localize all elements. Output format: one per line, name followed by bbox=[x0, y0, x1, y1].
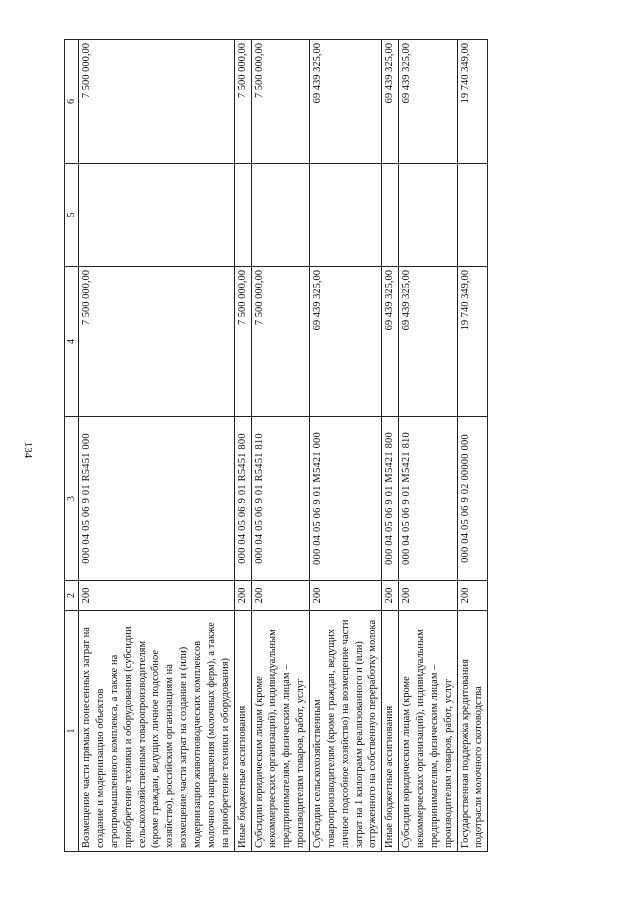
column-header: 5 bbox=[65, 164, 79, 267]
row-amount-col5 bbox=[457, 164, 488, 267]
row-amount-col5 bbox=[309, 164, 381, 267]
row-classification-code: 000 04 05 06 9 01 R5451 000 bbox=[79, 417, 234, 581]
column-header: 2 bbox=[65, 581, 79, 611]
row-classification-code: 000 04 05 06 9 01 R5451 800 bbox=[234, 417, 251, 581]
budget-table bbox=[64, 39, 488, 852]
row-amount-col5 bbox=[251, 164, 309, 267]
row-amount-col5 bbox=[79, 164, 234, 267]
row-amount-col4: 7 500 000,00 bbox=[234, 267, 251, 417]
row-amount-col6: 7 500 000,00 bbox=[79, 40, 234, 164]
row-admin-code: 200 bbox=[234, 581, 251, 611]
row-amount-col4: 7 500 000,00 bbox=[251, 267, 309, 417]
row-admin-code: 200 bbox=[399, 581, 457, 611]
row-amount-col6: 69 439 325,00 bbox=[399, 40, 457, 164]
row-amount-col5 bbox=[399, 164, 457, 267]
row-admin-code: 200 bbox=[251, 581, 309, 611]
row-classification-code: 000 04 05 06 9 01 M5421 810 bbox=[399, 417, 457, 581]
row-amount-col4: 69 439 325,00 bbox=[309, 267, 381, 417]
table-row bbox=[382, 40, 399, 852]
row-amount-col6: 7 500 000,00 bbox=[251, 40, 309, 164]
row-name: Возмещение части прямых понесенных затрат на создание и модернизацию объектов агропромышленного комплекса, а также на приобретение техники и оборудования (субсидии сельскохозяйственным товаропроизводителям (кроме граждан, ведущих личное подсобное хозяйство), российским организациям на возмещение части затрат на создание и (или) модернизацию животноводческих комплексов молочного направления (молочных ферм), а также на приобретение техники и оборудования) bbox=[79, 611, 234, 852]
column-header: 3 bbox=[65, 417, 79, 581]
row-amount-col4: 7 500 000,00 bbox=[79, 267, 234, 417]
page-number: 134 bbox=[22, 441, 34, 459]
row-amount-col4: 19 740 349,00 bbox=[457, 267, 488, 417]
row-admin-code: 200 bbox=[457, 581, 488, 611]
column-header: 1 bbox=[65, 611, 79, 852]
row-classification-code: 000 04 05 06 9 01 R5451 810 bbox=[251, 417, 309, 581]
row-name: Иные бюджетные ассигнования bbox=[234, 611, 251, 852]
column-header: 4 bbox=[65, 267, 79, 417]
row-name: Субсидии юридическим лицам (кроме некоммерческих организаций), индивидуальным предпринимателям, физическим лицам – производителям товаров, работ, услуг bbox=[399, 611, 457, 852]
row-name: Иные бюджетные ассигнования bbox=[382, 611, 399, 852]
row-classification-code: 000 04 05 06 9 01 M5421 000 bbox=[309, 417, 381, 581]
table-row bbox=[234, 40, 251, 852]
row-amount-col5 bbox=[382, 164, 399, 267]
row-admin-code: 200 bbox=[79, 581, 234, 611]
table-row bbox=[399, 40, 457, 852]
table-row bbox=[251, 40, 309, 852]
row-amount-col6: 7 500 000,00 bbox=[234, 40, 251, 164]
row-name: Государственная поддержка кредитования подотрасли молочного скотоводства bbox=[457, 611, 488, 852]
row-name: Субсидии юридическим лицам (кроме некоммерческих организаций), индивидуальным предпринимателям, физическим лицам – производителям товаров, работ, услуг bbox=[251, 611, 309, 852]
table-header-row bbox=[65, 40, 79, 852]
table-row bbox=[309, 40, 381, 852]
table-row bbox=[457, 40, 488, 852]
row-admin-code: 200 bbox=[309, 581, 381, 611]
row-classification-code: 000 04 05 06 9 02 00000 000 bbox=[457, 417, 488, 581]
row-amount-col5 bbox=[234, 164, 251, 267]
row-name: Субсидии сельскохозяйственным товаропроизводителям (кроме граждан, ведущих личное подсобное хозяйство) на возмещение части затрат на 1 килограмм реализованного и (или) отгруженного на собственную переработку молока bbox=[309, 611, 381, 852]
row-amount-col6: 69 439 325,00 bbox=[382, 40, 399, 164]
rotated-page-content bbox=[64, 40, 494, 852]
row-amount-col6: 69 439 325,00 bbox=[309, 40, 381, 164]
row-amount-col6: 19 740 349,00 bbox=[457, 40, 488, 164]
row-admin-code: 200 bbox=[382, 581, 399, 611]
column-header: 6 bbox=[65, 40, 79, 164]
table-row bbox=[79, 40, 234, 852]
row-amount-col4: 69 439 325,00 bbox=[382, 267, 399, 417]
row-amount-col4: 69 439 325,00 bbox=[399, 267, 457, 417]
row-classification-code: 000 04 05 06 9 01 M5421 800 bbox=[382, 417, 399, 581]
